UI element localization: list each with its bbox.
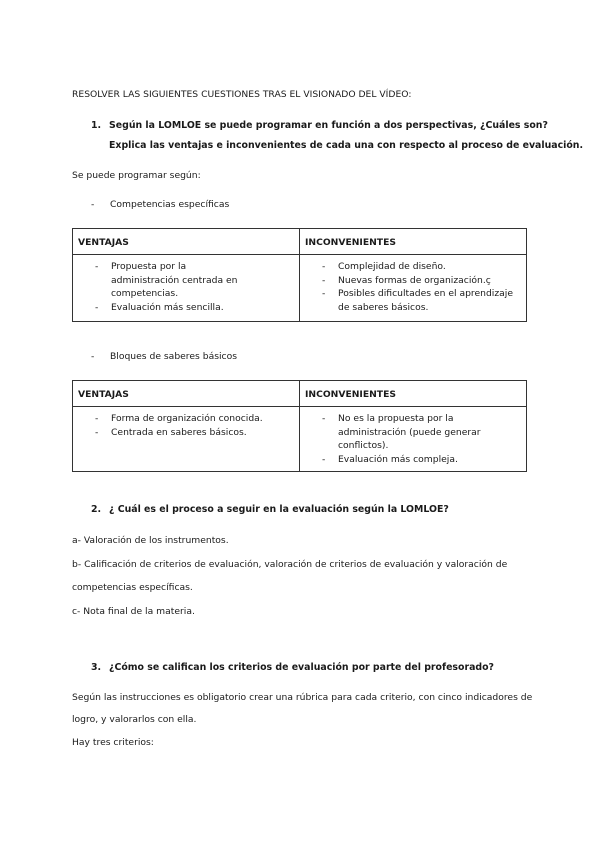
intro-heading: RESOLVER LAS SIGUIENTES CUESTIONES TRAS EL VISIONADO DEL VÍDEO: [72, 89, 412, 100]
perspectiva-competencias [91, 199, 291, 213]
list-item: - No es la propuesta por la administración (puede generar conflictos). [305, 412, 521, 453]
cell-ventajas [73, 255, 300, 322]
q1-line1: Según la LOMLOE se puede programar en función a dos perspectivas, ¿Cuáles son? [109, 120, 548, 131]
list-item: - Centrada en saberes básicos. [78, 426, 294, 440]
list-item: - Evaluación más sencilla. [78, 301, 294, 315]
perspectiva-saberes [91, 351, 291, 365]
header-ventajas: VENTAJAS [73, 229, 300, 255]
list-item: - Evaluación más compleja. [305, 453, 521, 467]
a3-line3: Hay tres criterios: [72, 737, 154, 748]
q3-number: 3. [91, 662, 102, 673]
q1-line2: Explica las ventajas e inconvenientes de cada una con respecto al proceso de evaluación. [109, 140, 584, 151]
a2-c: c- Nota final de la materia. [72, 606, 195, 617]
perspectiva-label: Competencias específicas [110, 199, 230, 210]
perspectiva-label: Bloques de saberes básicos [110, 351, 237, 362]
dash-marker: - [91, 351, 95, 362]
table-saberes [72, 380, 527, 472]
q1-number: 1. [91, 120, 102, 131]
header-inconvenientes: INCONVENIENTES [300, 381, 527, 407]
q3-text: ¿Cómo se califican los criterios de evaluación por parte del profesorado? [109, 662, 494, 673]
cell-inconvenientes [300, 255, 527, 322]
table-competencias [72, 228, 527, 322]
header-ventajas: VENTAJAS [73, 381, 300, 407]
dash-marker: - [91, 199, 95, 210]
inconvenientes-list [305, 260, 521, 314]
ventajas-list [78, 260, 294, 314]
q2-text: ¿ Cuál es el proceso a seguir en la evaluación según la LOMLOE? [109, 504, 449, 515]
a2-b-line2: competencias específicas. [72, 582, 193, 593]
a2-a: a- Valoración de los instrumentos. [72, 535, 229, 546]
list-item: - Propuesta por la administración centrada en competencias. [78, 260, 294, 301]
a3-line2: logro, y valorarlos con ella. [72, 714, 197, 725]
cell-ventajas [73, 407, 300, 472]
inconvenientes-list [305, 412, 521, 466]
programar-text: Se puede programar según: [72, 170, 201, 181]
list-item: - Complejidad de diseño. [305, 260, 521, 274]
list-item: - Forma de organización conocida. [78, 412, 294, 426]
cell-inconvenientes [300, 407, 527, 472]
list-item: - Posibles dificultades en el aprendizaje de saberes básicos. [305, 287, 521, 314]
header-inconvenientes: INCONVENIENTES [300, 229, 527, 255]
q2-number: 2. [91, 504, 102, 515]
list-item: - Nuevas formas de organización.ç [305, 274, 521, 288]
a2-b-line1: b- Calificación de criterios de evaluación, valoración de criterios de evaluación y valoración de [72, 559, 508, 570]
ventajas-list [78, 412, 294, 439]
a3-line1: Según las instrucciones es obligatorio crear una rúbrica para cada criterio, con cinco indicadores de [72, 692, 533, 703]
